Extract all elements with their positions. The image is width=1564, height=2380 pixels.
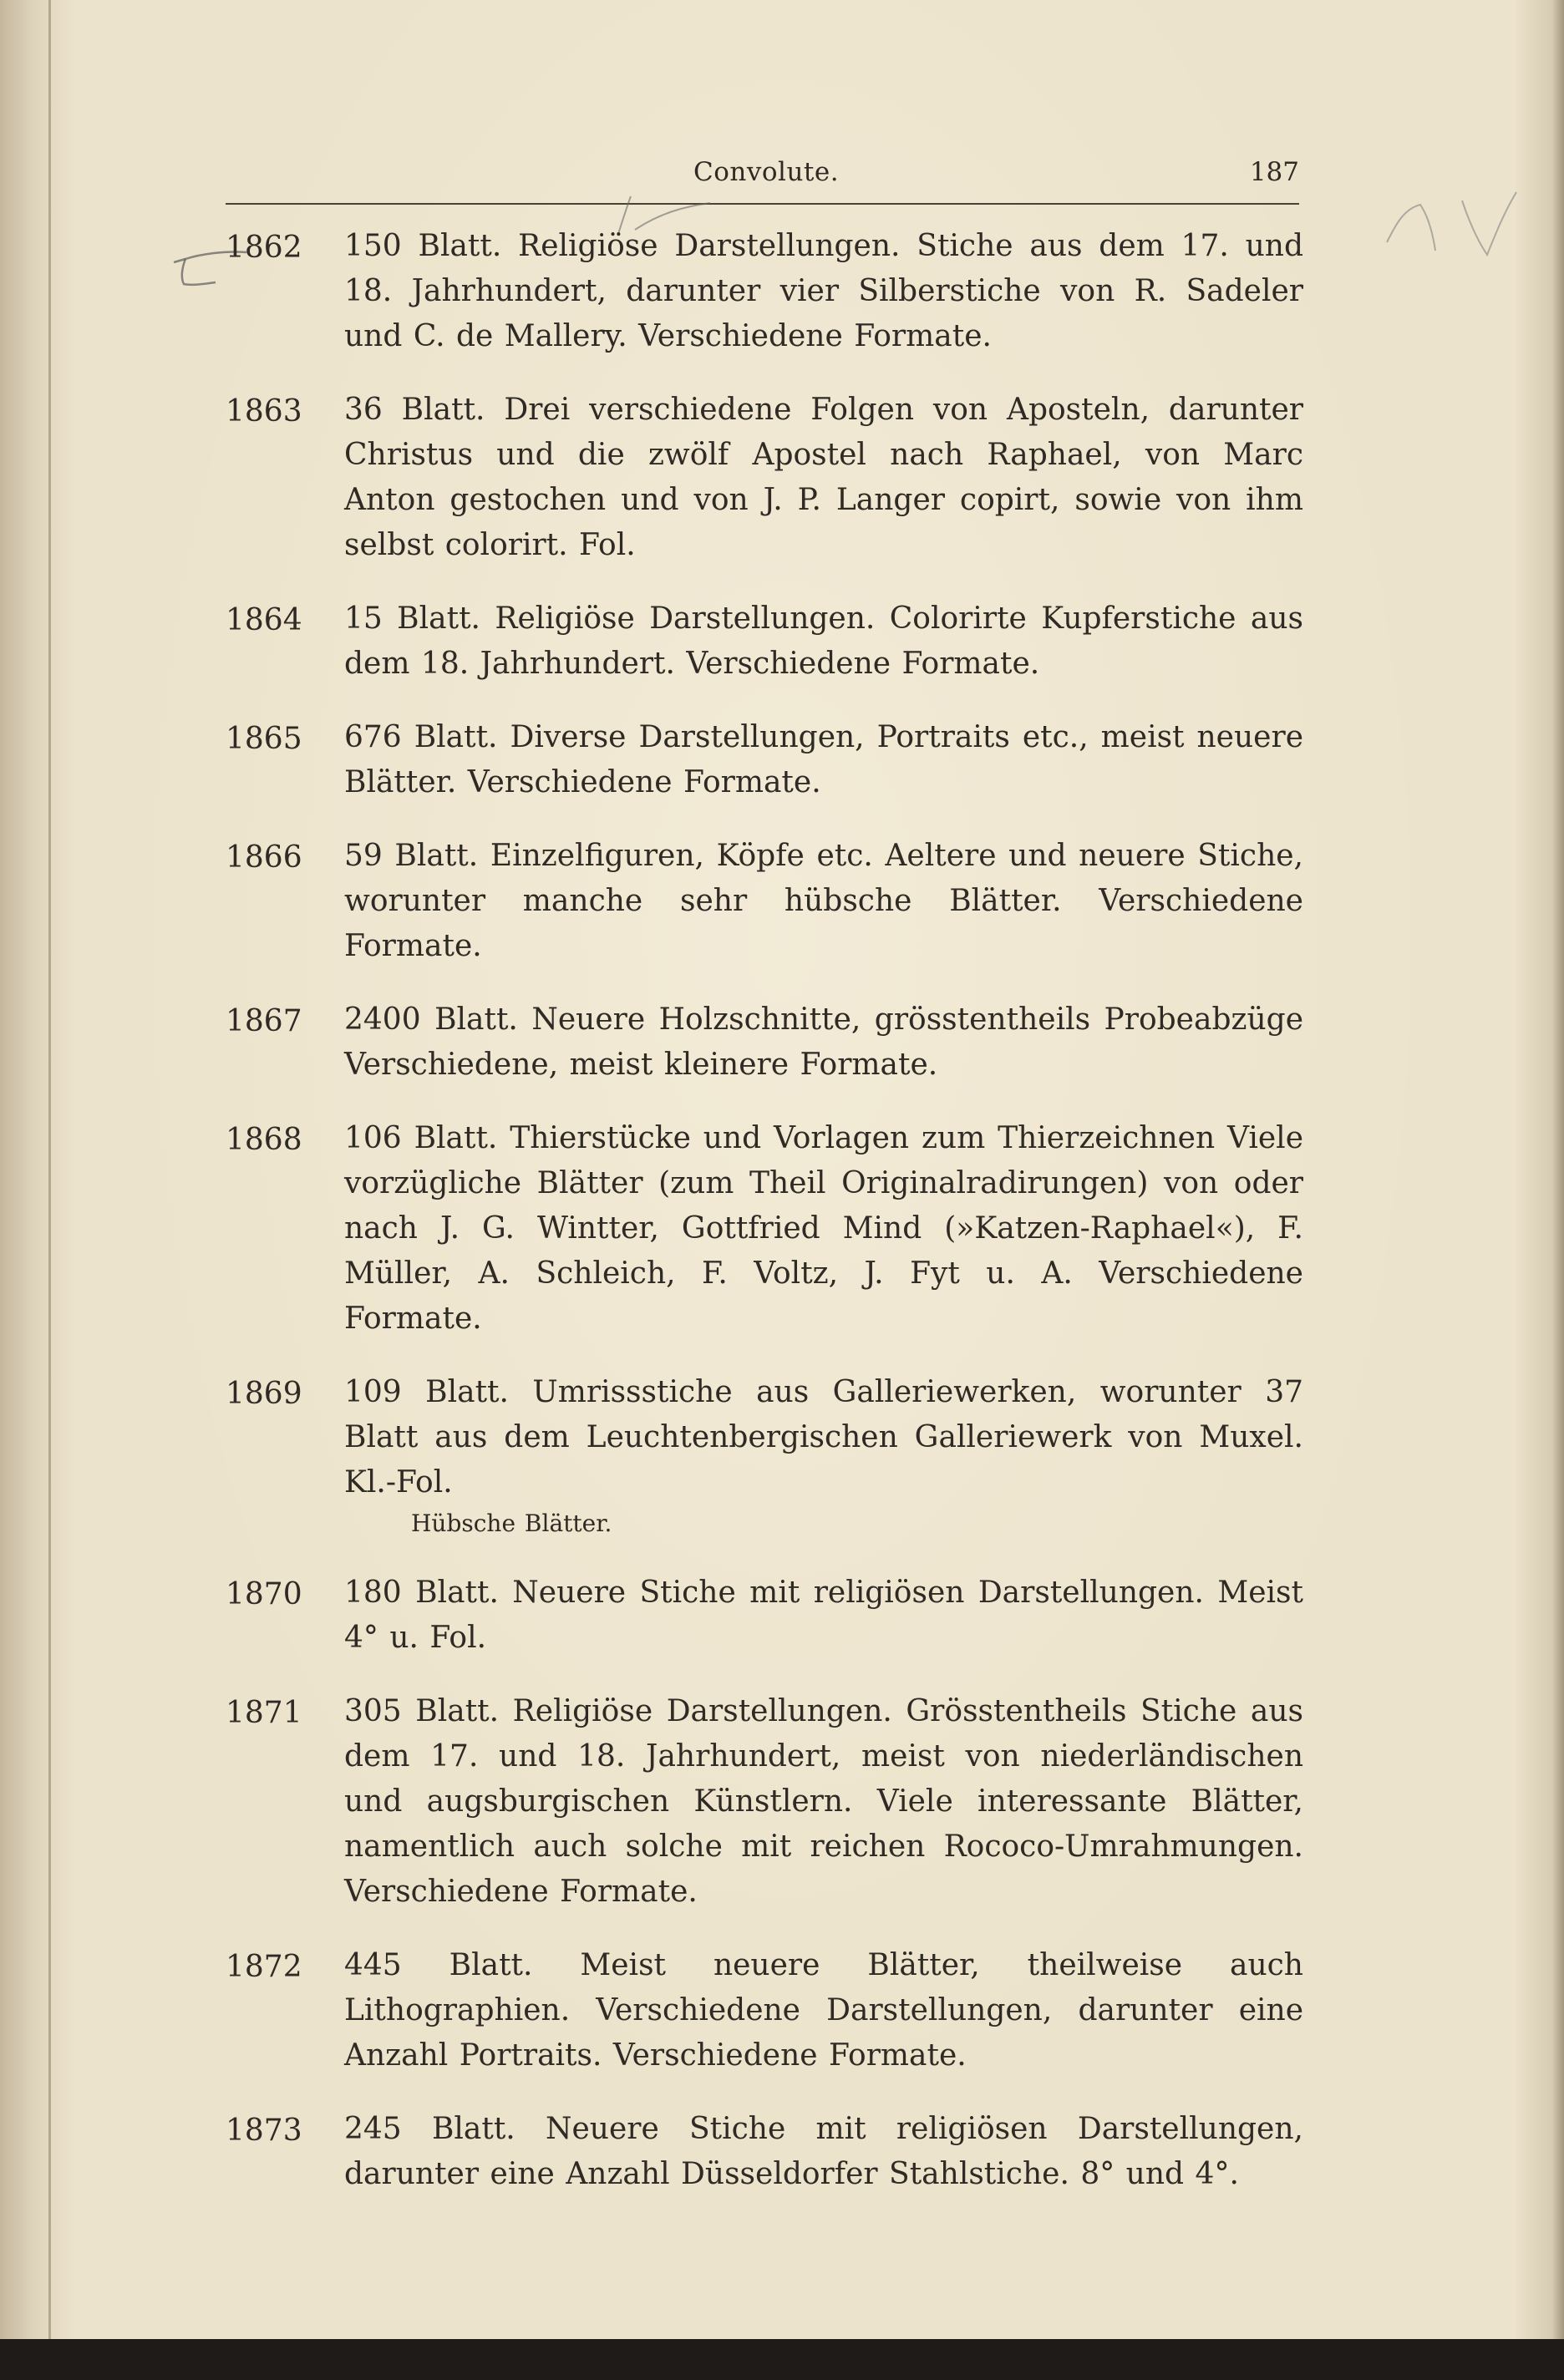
catalog-entry xyxy=(226,1689,1303,1915)
entry-number: 1869 xyxy=(226,1377,302,1411)
catalog-entry xyxy=(226,1571,1303,1661)
entry-number: 1864 xyxy=(226,603,302,637)
catalog-entry xyxy=(226,596,1303,687)
entry-text: 36 Blatt. Drei verschiedene Folgen von Aposteln, darunter Christus und die zwölf Apostel nach Raphael, von Marc Anton gestochen und von J. P. Langer copirt, sowie von ihm selbst colorirt. Fol. xyxy=(344,393,1303,562)
catalog-entry xyxy=(226,715,1303,805)
page-edge-shadow xyxy=(1552,0,1564,2339)
page-header xyxy=(226,157,1299,195)
entry-text: 109 Blatt. Umrissstiche aus Galleriewerken, worunter 37 Blatt aus dem Leuchtenbergischen Galleriewerk von Muxel. Kl.-Fol. xyxy=(344,1375,1303,1500)
binding-gutter xyxy=(48,0,51,2339)
catalog-entry xyxy=(226,388,1303,568)
entry-number: 1863 xyxy=(226,394,302,429)
entry-list xyxy=(226,224,1303,2225)
entry-text: 445 Blatt. Meist neuere Blätter, theilweise auch Lithographien. Verschiedene Darstellungen, darunter eine Anzahl Portraits. Verschiedene Formate. xyxy=(344,1948,1303,2073)
entry-number: 1873 xyxy=(226,2114,302,2148)
entry-text-block xyxy=(344,1370,1303,1542)
page-number: 187 xyxy=(1249,157,1299,187)
entry-number: 1871 xyxy=(226,1696,302,1730)
entry-text: 15 Blatt. Religiöse Darstellungen. Colorirte Kupferstiche aus dem 18. Jahrhundert. Verschiedene Formate. xyxy=(344,601,1303,681)
catalog-entry xyxy=(226,2107,1303,2197)
entry-text: 2400 Blatt. Neuere Holzschnitte, grösstentheils Probeabzüge Verschiedene, meist kleinere Formate. xyxy=(344,1002,1303,1082)
entry-number: 1868 xyxy=(226,1123,302,1157)
running-title: Convolute. xyxy=(693,157,840,187)
header-rule xyxy=(226,203,1299,205)
entry-text: 150 Blatt. Religiöse Darstellungen. Stiche aus dem 17. und 18. Jahrhundert, darunter vier Silberstiche von R. Sadeler und C. de Mallery. Verschiedene Formate. xyxy=(344,229,1303,353)
entry-number: 1862 xyxy=(226,231,302,265)
entry-text: 305 Blatt. Religiöse Darstellungen. Grösstentheils Stiche aus dem 17. und 18. Jahrhundert, meist von niederländischen und augsburgischen Künstlern. Viele interessante Blätter, namentlich auch solche mit reichen Rococo-Umrahmungen. Verschiedene Formate. xyxy=(344,1694,1303,1909)
entry-text: 676 Blatt. Diverse Darstellungen, Portraits etc., meist neuere Blätter. Verschiedene Formate. xyxy=(344,720,1303,799)
entry-text: 245 Blatt. Neuere Stiche mit religiösen Darstellungen, darunter eine Anzahl Düsseldorfer Stahlstiche. 8° und 4°. xyxy=(344,2112,1303,2191)
entry-number: 1867 xyxy=(226,1004,302,1038)
catalog-entry xyxy=(226,997,1303,1088)
catalog-entry xyxy=(226,224,1303,359)
entry-note: Hübsche Blätter. xyxy=(411,1510,612,1537)
entry-text: 59 Blatt. Einzelfiguren, Köpfe etc. Aeltere und neuere Stiche, worunter manche sehr hübsche Blätter. Verschiedene Formate. xyxy=(344,839,1303,963)
pencil-margin-mark xyxy=(1370,175,1537,276)
entry-text: 106 Blatt. Thierstücke und Vorlagen zum Thierzeichnen Viele vorzügliche Blätter (zum Theil Originalradirungen) von oder nach J. G. Wintter, Gottfried Mind (»Katzen-Raphael«), F. Müller, A. Schleich, F. Voltz, J. Fyt u. A. Verschiedene Formate. xyxy=(344,1121,1303,1336)
entry-number: 1870 xyxy=(226,1577,302,1611)
catalog-entry xyxy=(226,834,1303,969)
entry-number: 1866 xyxy=(226,840,302,875)
catalog-entry xyxy=(226,1943,1303,2078)
entry-text: 180 Blatt. Neuere Stiche mit religiösen Darstellungen. Meist 4° u. Fol. xyxy=(344,1576,1303,1655)
entry-number: 1865 xyxy=(226,722,302,756)
catalog-entry xyxy=(226,1370,1303,1542)
scan-background xyxy=(0,2339,1564,2380)
catalog-entry xyxy=(226,1116,1303,1342)
entry-number: 1872 xyxy=(226,1950,302,1984)
